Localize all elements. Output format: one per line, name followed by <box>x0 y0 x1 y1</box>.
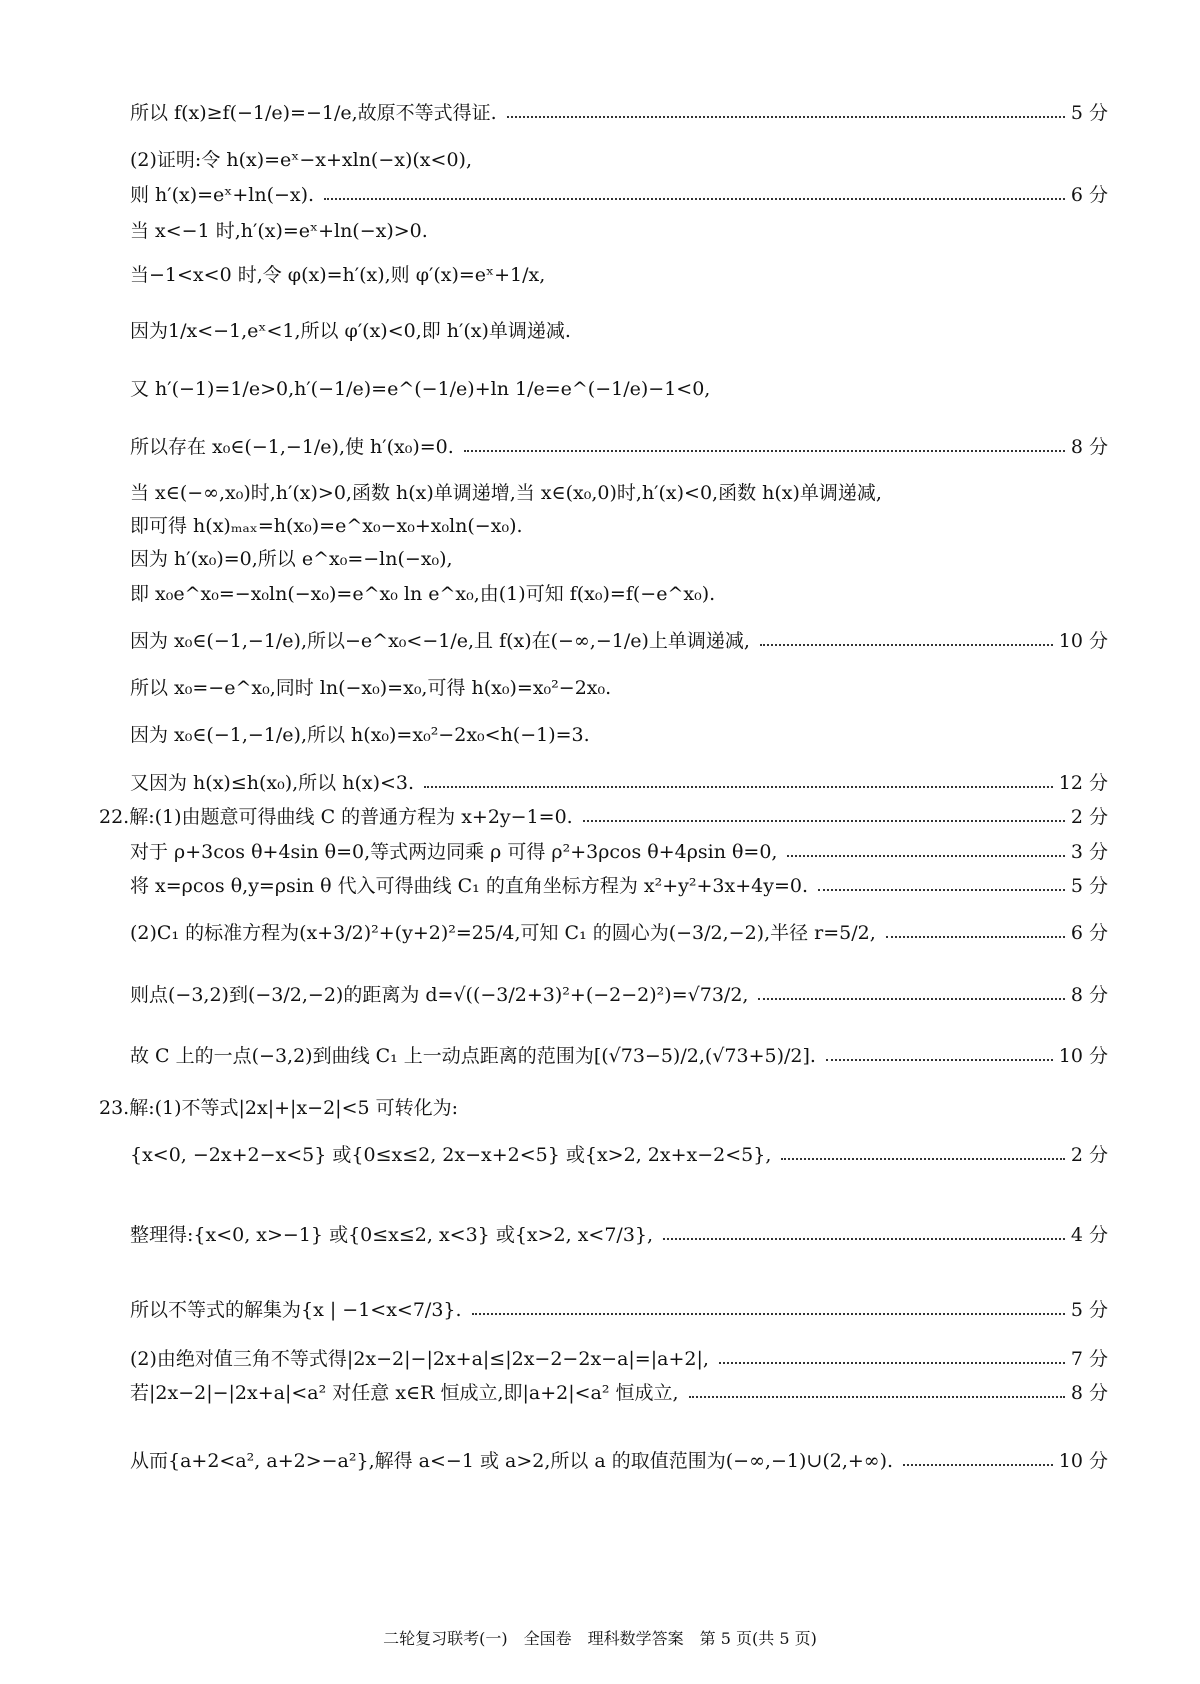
line-text: 又 h′(−1)=1/e>0,h′(−1/e)=e^(−1/e)+ln 1/e=e^(−1/e)−1<0, <box>130 378 711 400</box>
leader-dots <box>903 1464 1053 1466</box>
answer-line <box>130 318 1108 344</box>
answer-line <box>99 1095 1108 1121</box>
answer-line <box>130 982 1108 1008</box>
answer-line <box>130 182 1108 208</box>
score-label: 6 分 <box>1070 184 1108 206</box>
line-text: 即可得 h(x)ₘₐₓ=h(x₀)=e^x₀−x₀+x₀ln(−x₀). <box>130 515 523 537</box>
answer-line <box>130 513 1108 539</box>
line-text: 则点(−3,2)到(−3/2,−2)的距离为 d=√((−3/2+3)²+(−2−2)²)=√73/2, <box>130 984 749 1006</box>
leader-dots <box>324 198 1065 200</box>
line-text: 故 C 上的一点(−3,2)到曲线 C₁ 上一动点距离的范围为[(√73−5)/2,(√73+5)/2]. <box>130 1045 816 1067</box>
answer-line <box>130 147 1108 173</box>
leader-dots <box>758 998 1064 1000</box>
score-label: 5 分 <box>1070 875 1108 897</box>
score-label: 6 分 <box>1070 922 1108 944</box>
line-text: 从而{a+2<a², a+2>−a²},解得 a<−1 或 a>2,所以 a 的取值范围为(−∞,−1)∪(2,+∞). <box>130 1450 894 1472</box>
score-label: 3 分 <box>1070 841 1108 863</box>
leader-dots <box>886 936 1065 938</box>
answer-line <box>130 434 1108 460</box>
line-text: 当 x<−1 时,h′(x)=eˣ+ln(−x)>0. <box>130 220 428 242</box>
score-label: 7 分 <box>1070 1348 1108 1370</box>
answer-line <box>130 873 1108 899</box>
answer-line <box>99 804 1108 830</box>
line-text: 因为1/x<−1,eˣ<1,所以 φ′(x)<0,即 h′(x)单调递减. <box>130 320 571 342</box>
answer-line <box>130 546 1108 572</box>
line-text: 整理得:{x<0, x>−1} 或{0≤x≤2, x<3} 或{x>2, x<7/3}, <box>130 1224 654 1246</box>
answer-line <box>130 100 1108 126</box>
score-label: 5 分 <box>1070 102 1108 124</box>
score-label: 10 分 <box>1058 1045 1108 1067</box>
line-text: 22.解:(1)由题意可得曲线 C 的普通方程为 x+2y−1=0. <box>99 806 573 828</box>
line-text: 当 x∈(−∞,x₀)时,h′(x)>0,函数 h(x)单调递增,当 x∈(x₀,0)时,h′(x)<0,函数 h(x)单调递减, <box>130 482 882 504</box>
answer-line <box>130 920 1108 946</box>
score-label: 8 分 <box>1070 1382 1108 1404</box>
score-label: 12 分 <box>1058 772 1108 794</box>
answer-line <box>130 722 1108 748</box>
line-text: (2)C₁ 的标准方程为(x+3/2)²+(y+2)²=25/4,可知 C₁ 的圆心为(−3/2,−2),半径 r=5/2, <box>130 922 876 944</box>
leader-dots <box>507 116 1065 118</box>
answer-line <box>130 1297 1108 1323</box>
answer-line <box>130 1222 1108 1248</box>
answer-line <box>130 628 1108 654</box>
line-text: 因为 h′(x₀)=0,所以 e^x₀=−ln(−x₀), <box>130 548 453 570</box>
answer-line <box>130 262 1108 288</box>
answer-line <box>130 1448 1108 1474</box>
answer-line <box>130 839 1108 865</box>
line-text: 所以存在 x₀∈(−1,−1/e),使 h′(x₀)=0. <box>130 436 454 458</box>
line-text: 所以不等式的解集为{x | −1<x<7/3}. <box>130 1299 462 1321</box>
answer-line <box>130 480 1108 506</box>
answer-line <box>130 1043 1108 1069</box>
line-text: 将 x=ρcos θ,y=ρsin θ 代入可得曲线 C₁ 的直角坐标方程为 x²+y²+3x+4y=0. <box>130 875 808 897</box>
answer-line <box>130 1346 1108 1372</box>
leader-dots <box>719 1362 1065 1364</box>
line-text: 当−1<x<0 时,令 φ(x)=h′(x),则 φ′(x)=eˣ+1/x, <box>130 264 546 286</box>
answer-line <box>130 1142 1108 1168</box>
leader-dots <box>826 1059 1053 1061</box>
leader-dots <box>818 889 1065 891</box>
page-footer: 二轮复习联考(一) 全国卷 理科数学答案 第 5 页(共 5 页) <box>383 1629 817 1648</box>
leader-dots <box>464 450 1065 452</box>
line-text: 则 h′(x)=eˣ+ln(−x). <box>130 184 315 206</box>
line-text: 23.解:(1)不等式|2x|+|x−2|<5 可转化为: <box>99 1097 459 1119</box>
line-text: 所以 f(x)≥f(−1/e)=−1/e,故原不等式得证. <box>130 102 497 124</box>
line-text: 因为 x₀∈(−1,−1/e),所以−e^x₀<−1/e,且 f(x)在(−∞,−1/e)上单调递减, <box>130 630 750 652</box>
line-text: 对于 ρ+3cos θ+4sin θ=0,等式两边同乘 ρ 可得 ρ²+3ρcos θ+4ρsin θ=0, <box>130 841 778 863</box>
answer-line <box>130 1380 1108 1406</box>
leader-dots <box>781 1158 1065 1160</box>
leader-dots <box>689 1396 1065 1398</box>
line-text: (2)由绝对值三角不等式得|2x−2|−|2x+a|≤|2x−2−2x−a|=|a+2|, <box>130 1348 709 1370</box>
score-label: 10 分 <box>1058 1450 1108 1472</box>
line-text: 又因为 h(x)≤h(x₀),所以 h(x)<3. <box>130 772 415 794</box>
line-text: 所以 x₀=−e^x₀,同时 ln(−x₀)=x₀,可得 h(x₀)=x₀²−2x₀. <box>130 677 612 699</box>
score-label: 2 分 <box>1070 806 1108 828</box>
line-text: (2)证明:令 h(x)=eˣ−x+xln(−x)(x<0), <box>130 149 472 171</box>
leader-dots <box>663 1238 1065 1240</box>
answer-line <box>130 770 1108 796</box>
answer-line <box>130 376 1108 402</box>
leader-dots <box>424 786 1053 788</box>
line-text: 若|2x−2|−|2x+a|<a² 对任意 x∈R 恒成立,即|a+2|<a² 恒成立, <box>130 1382 679 1404</box>
score-label: 8 分 <box>1070 984 1108 1006</box>
score-label: 2 分 <box>1070 1144 1108 1166</box>
answer-line <box>130 581 1108 607</box>
leader-dots <box>787 855 1064 857</box>
line-text: {x<0, −2x+2−x<5} 或{0≤x≤2, 2x−x+2<5} 或{x>2, 2x+x−2<5}, <box>130 1144 772 1166</box>
line-text: 因为 x₀∈(−1,−1/e),所以 h(x₀)=x₀²−2x₀<h(−1)=3. <box>130 724 590 746</box>
leader-dots <box>583 820 1065 822</box>
leader-dots <box>760 644 1053 646</box>
answer-line <box>130 218 1108 244</box>
leader-dots <box>472 1313 1065 1315</box>
score-label: 10 分 <box>1058 630 1108 652</box>
answer-line <box>130 675 1108 701</box>
score-label: 4 分 <box>1070 1224 1108 1246</box>
score-label: 8 分 <box>1070 436 1108 458</box>
score-label: 5 分 <box>1070 1299 1108 1321</box>
line-text: 即 x₀e^x₀=−x₀ln(−x₀)=e^x₀ ln e^x₀,由(1)可知 f(x₀)=f(−e^x₀). <box>130 583 716 605</box>
